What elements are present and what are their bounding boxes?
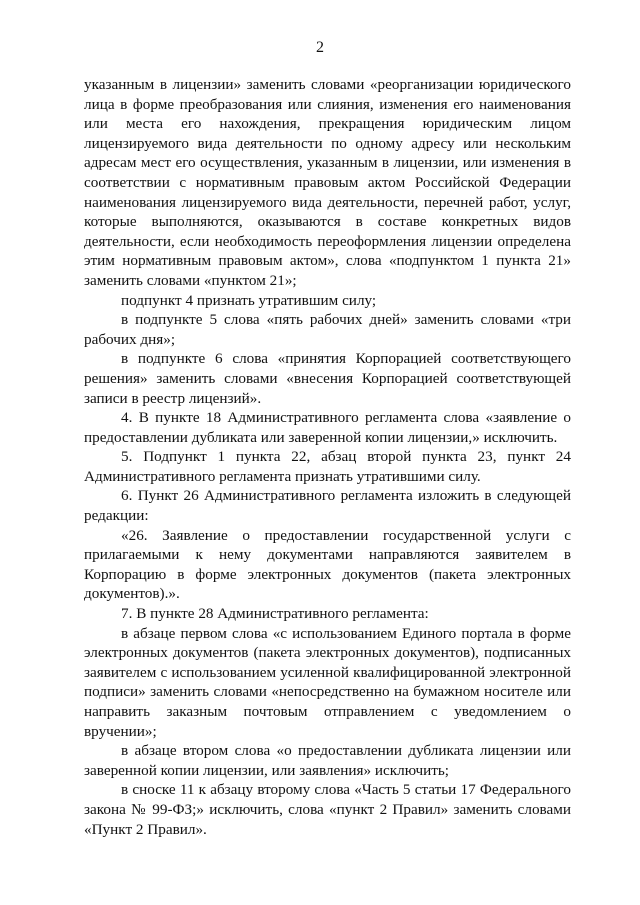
paragraph-continuation: указанным в лицензии» заменить словами «реорганизации юридического лица в форме преобразования или слияния, изменения его наименования или места его нахождения, прекращения юридическим лицом лицензируемого вида деятельности по одному адресу или нескольким адресам мест его осуществления, указанным в лицензии, или изменения в соответствии с нормативным правовым актом Российской Федерации наименования лицензируемого вида деятельности, перечней работ, услуг, которые выполняются, оказываются в составе конкретных видов деятельности, если необходимость переоформления лицензии определена этим нормативным правовым актом», слова «подпунктом 1 пункта 21» заменить словами «пунктом 21»; [84,76,571,289]
paragraph-item-4: 4. В пункте 18 Административного регламента слова «заявление о предоставлении дубликата или заверенной копии лицензии,» исключить. [84,409,571,446]
paragraph-subitem-6: в подпункте 6 слова «принятия Корпорацией соответствующего решения» заменить словами «внесения Корпорацией соответствующей записи в реестр лицензий». [84,350,571,407]
paragraph-item-7: 7. В пункте 28 Административного регламента: [121,605,429,623]
page-number: 2 [316,39,324,56]
paragraph-item-26-quote: «26. Заявление о предоставлении государственной услуги с прилагаемыми к нему документами направляются заявителем в Корпорацию в форме электронных документов (пакета электронных документов).». [84,526,571,603]
paragraph-item-7-second: в абзаце втором слова «о предоставлении дубликата лицензии или заверенной копии лицензии, или заявления» исключить; [84,742,571,779]
paragraph-item-6: 6. Пункт 26 Административного регламента изложить в следующей редакции: [84,487,571,525]
paragraph-item-7-footnote: в сноске 11 к абзацу второму слова «Часть 5 статьи 17 Федерального закона № 99-ФЗ;» исключить, слова «пункт 2 Правил» заменить словами «Пункт 2 Правил». [84,781,571,838]
paragraph-item-7-first: в абзаце первом слова «с использованием Единого портала в форме электронных документов (пакета электронных документов), подписанных заявителем с использованием усиленной квалифицированной электронной подписи» заменить словами «непосредственно на бумажном носителе или направить заказным почтовым отправлением с уведомлением о вручении»; [84,624,571,740]
paragraph-item-5: 5. Подпункт 1 пункта 22, абзац второй пункта 23, пункт 24 Административного регламента признать утратившими силу. [84,448,571,485]
paragraph-subitem-5: в подпункте 5 слова «пять рабочих дней» заменить словами «три рабочих дня»; [84,311,571,348]
paragraph-subitem-4: подпункт 4 признать утратившим силу; [121,291,377,309]
document-body [84,75,571,839]
